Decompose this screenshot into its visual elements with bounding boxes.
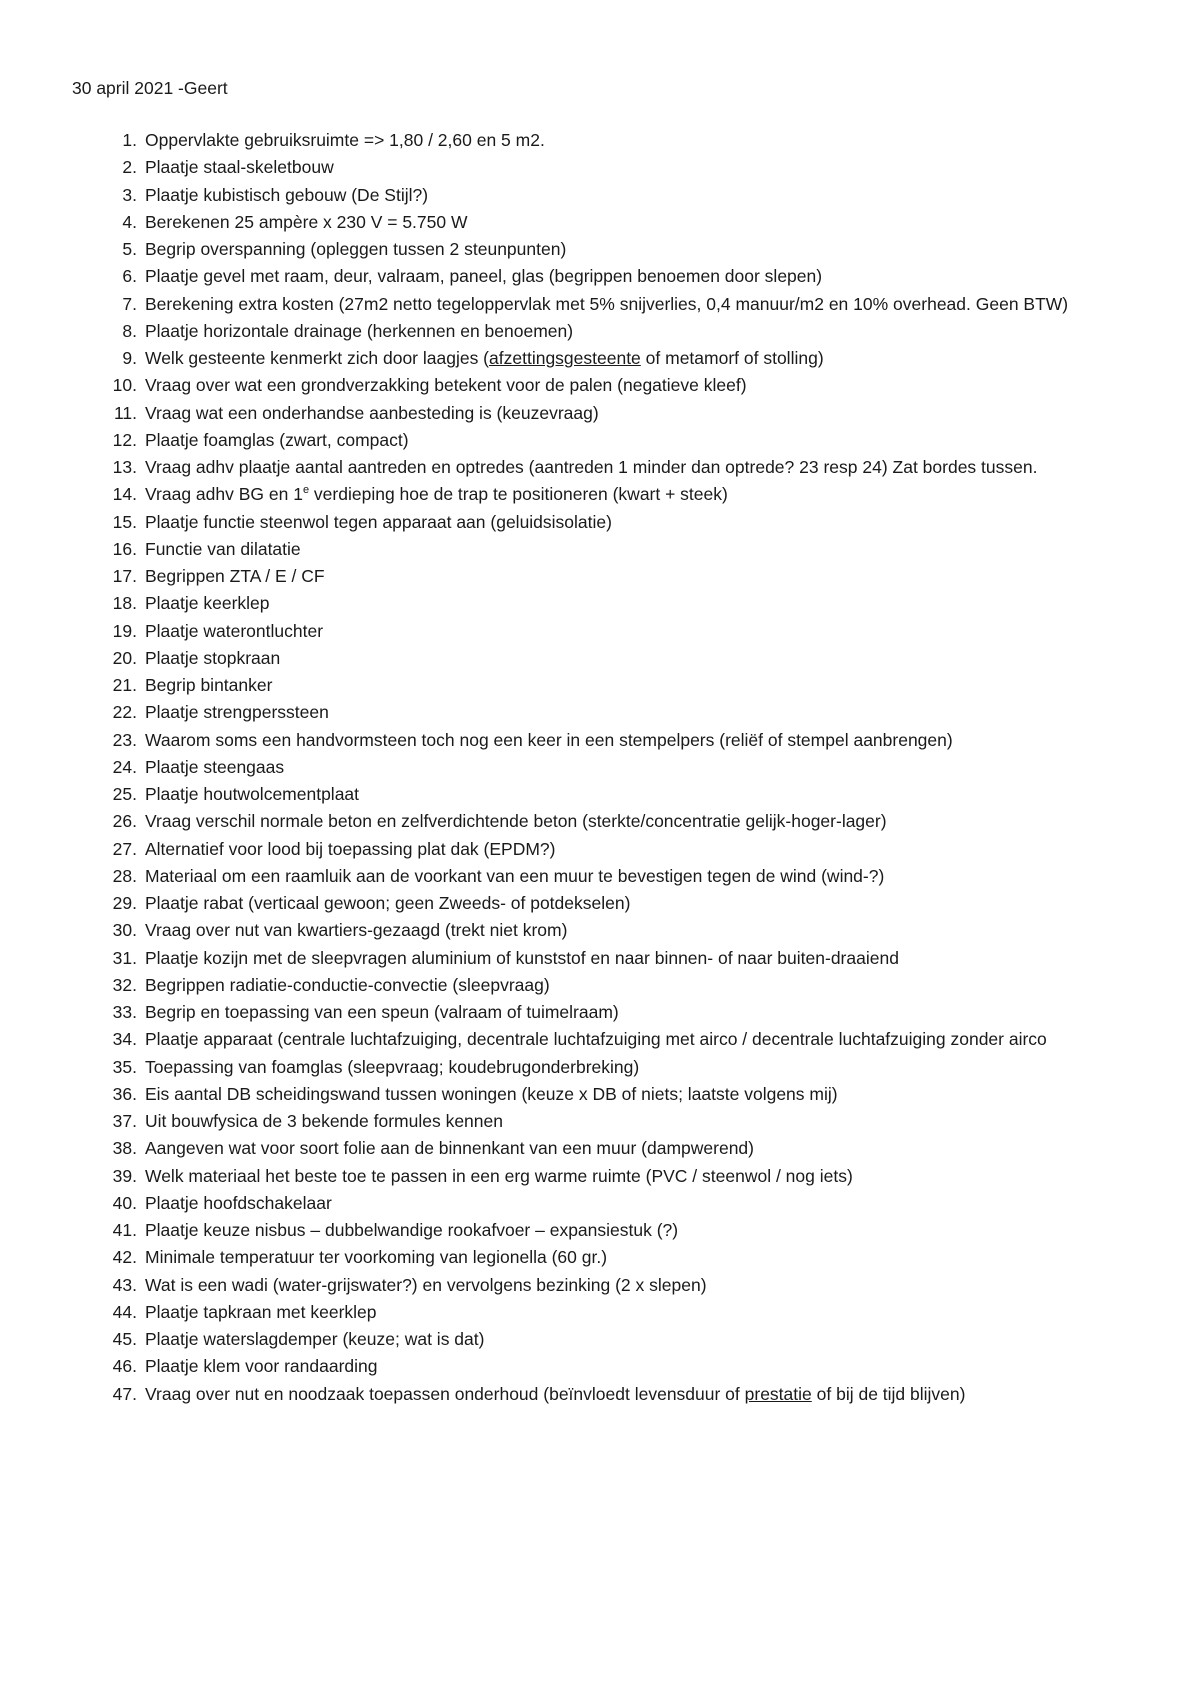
list-item-text: Plaatje functie steenwol tegen apparaat aan (geluidsisolatie) <box>145 511 612 532</box>
list-item-number: 28. <box>112 865 137 886</box>
list-item <box>0 372 1200 399</box>
list-item <box>0 836 1200 863</box>
list-item-text: Minimale temperatuur ter voorkoming van legionella (60 gr.) <box>145 1247 608 1268</box>
list-item-text: Plaatje horizontale drainage (herkennen en benoemen) <box>145 320 574 341</box>
list-item-number: 26. <box>112 811 137 832</box>
list-item-number: 34. <box>112 1029 137 1050</box>
list-item-text: Plaatje strengperssteen <box>145 702 329 723</box>
list-item-text: Plaatje houtwolcementplaat <box>145 784 360 804</box>
list-item-number: 44. <box>112 1301 137 1322</box>
list-item-number: 33. <box>112 1002 137 1022</box>
list-item-number: 9. <box>122 348 137 368</box>
list-item-number: 1. <box>122 130 137 150</box>
list-item <box>0 345 1200 372</box>
list-item-text: Materiaal om een raamluik aan de voorkant van een muur te bevestigen tegen de wind (wind-?) <box>145 865 885 886</box>
list-item <box>0 645 1200 672</box>
list-item-text: Plaatje keerklep <box>145 593 270 614</box>
list-item <box>0 1163 1200 1190</box>
list-item-number: 46. <box>112 1356 137 1377</box>
list-item-text: Oppervlakte gebruiksruimte => 1,80 / 2,60 en 5 m2. <box>145 130 545 150</box>
list-item <box>0 563 1200 590</box>
list-item-number: 13. <box>112 457 137 477</box>
list-item <box>0 182 1200 209</box>
list-item-number: 29. <box>112 893 137 913</box>
list-item-number: 38. <box>112 1138 137 1159</box>
list-item-text-part: Vraag over nut en noodzaak toepassen onderhoud (beïnvloedt levensduur of <box>145 1383 745 1404</box>
list-item-number: 37. <box>112 1111 137 1131</box>
list-item-text: Begrippen ZTA / E / CF <box>145 566 325 586</box>
list-item <box>0 917 1200 944</box>
list-item-number: 31. <box>112 947 137 968</box>
list-item-text: Plaatje kozijn met de sleepvragen aluminium of kunststof en naar binnen- of naar buiten-draaiend <box>145 947 899 968</box>
list-item <box>0 1190 1200 1217</box>
numbered-list <box>0 127 1200 1408</box>
list-item-number: 32. <box>112 974 137 995</box>
list-item <box>0 590 1200 617</box>
list-item-text: Plaatje hoofdschakelaar <box>145 1192 332 1213</box>
list-item <box>0 808 1200 835</box>
list-item <box>0 618 1200 645</box>
list-item-number: 10. <box>112 375 137 396</box>
list-item <box>0 672 1200 699</box>
list-item-number: 47. <box>112 1383 137 1404</box>
list-item-text: Vraag over wat een grondverzakking betekent voor de palen (negatieve kleef) <box>145 375 747 396</box>
list-item-text: Plaatje stopkraan <box>145 647 281 668</box>
list-item-number: 11. <box>113 402 137 423</box>
list-item-number: 14. <box>112 484 137 505</box>
superscript: e <box>302 484 310 497</box>
list-item-number: 12. <box>112 429 137 450</box>
list-item <box>0 1054 1200 1081</box>
list-item <box>0 1244 1200 1271</box>
list-item-text: Waarom soms een handvormsteen toch nog een keer in een stempelpers (reliëf of stempel aanbrengen) <box>145 729 953 750</box>
list-item-number: 17. <box>112 566 137 586</box>
list-item-text: Vraag over nut van kwartiers-gezaagd (trekt niet krom) <box>145 920 568 941</box>
list-item <box>0 291 1200 318</box>
list-item <box>0 972 1200 999</box>
list-item <box>0 754 1200 781</box>
list-item-text: Plaatje tapkraan met keerklep <box>145 1301 377 1322</box>
list-item-text: Plaatje staal-skeletbouw <box>145 157 334 178</box>
list-item <box>0 781 1200 808</box>
list-item-text-part: of bij de tijd blijven) <box>811 1383 966 1404</box>
list-item <box>0 1081 1200 1108</box>
underlined-term: prestatie <box>744 1383 812 1404</box>
list-item-number: 2. <box>122 157 137 178</box>
list-item <box>0 427 1200 454</box>
list-item <box>0 400 1200 427</box>
list-item-number: 20. <box>112 647 137 668</box>
list-item-number: 45. <box>112 1329 137 1349</box>
list-item-number: 4. <box>122 211 137 232</box>
list-item <box>0 318 1200 345</box>
list-item-text <box>145 345 1120 372</box>
list-item-number: 41. <box>112 1220 137 1240</box>
list-item-text: Begrip bintanker <box>145 675 273 695</box>
list-item-text: Alternatief voor lood bij toepassing plat dak (EPDM?) <box>145 838 556 859</box>
list-item <box>0 236 1200 263</box>
list-item-number: 3. <box>122 184 137 205</box>
list-item <box>0 1326 1200 1353</box>
list-item-text: Vraag adhv plaatje aantal aantreden en optredes (aantreden 1 minder dan optrede? 23 resp 24) Zat bordes tussen. <box>145 457 1038 477</box>
list-item <box>0 509 1200 536</box>
list-item-number: 36. <box>112 1083 137 1104</box>
list-item-text: Functie van dilatatie <box>145 538 301 559</box>
list-item <box>0 536 1200 563</box>
list-item-number: 5. <box>122 239 137 259</box>
list-item <box>0 1299 1200 1326</box>
list-item-text: Begrip en toepassing van een speun (valraam of tuimelraam) <box>145 1002 619 1022</box>
list-item <box>0 1108 1200 1135</box>
list-item <box>0 1026 1200 1053</box>
list-item-text: Berekening extra kosten (27m2 netto tegeloppervlak met 5% snijverlies, 0,4 manuur/m2 en 10% overhead. Geen BTW) <box>145 293 1069 314</box>
list-item-number: 25. <box>112 784 137 804</box>
list-item-text: Plaatje keuze nisbus – dubbelwandige rookafvoer – expansiestuk (?) <box>145 1220 679 1240</box>
list-item <box>0 1135 1200 1162</box>
list-item-text: Uit bouwfysica de 3 bekende formules kennen <box>145 1111 503 1131</box>
list-item-number: 24. <box>112 756 137 777</box>
list-item-text <box>145 481 1120 508</box>
list-item-text: Begrippen radiatie-conductie-convectie (sleepvraag) <box>145 974 550 995</box>
list-item <box>0 154 1200 181</box>
list-item-text: Begrip overspanning (opleggen tussen 2 steunpunten) <box>145 239 567 259</box>
list-item-text: Plaatje rabat (verticaal gewoon; geen Zweeds- of potdekselen) <box>145 893 631 913</box>
list-item-text: Plaatje kubistisch gebouw (De Stijl?) <box>145 184 429 205</box>
list-item-number: 39. <box>112 1165 137 1186</box>
list-item-number: 18. <box>112 593 137 614</box>
list-item <box>0 263 1200 290</box>
list-item-number: 19. <box>112 620 137 641</box>
list-item-text: Plaatje steengaas <box>145 756 285 777</box>
document-title: 30 april 2021 -Geert <box>72 78 228 98</box>
list-item-number: 35. <box>112 1056 137 1077</box>
list-item <box>0 454 1200 481</box>
list-item-number: 7. <box>122 293 137 314</box>
list-item-text: Plaatje gevel met raam, deur, valraam, paneel, glas (begrippen benoemen door slepen) <box>145 266 823 287</box>
list-item-text: Berekenen 25 ampère x 230 V = 5.750 W <box>145 211 468 232</box>
list-item-number: 27. <box>112 838 137 859</box>
list-item <box>0 890 1200 917</box>
list-item <box>0 699 1200 726</box>
list-item <box>0 863 1200 890</box>
underlined-term: afzettingsgesteente <box>489 348 641 368</box>
list-item-text: Plaatje waterontluchter <box>145 620 324 641</box>
list-item <box>0 481 1200 508</box>
list-item-number: 43. <box>112 1274 137 1295</box>
list-item <box>0 1353 1200 1380</box>
list-item-text: Plaatje klem voor randaarding <box>145 1356 378 1377</box>
list-item-text: Plaatje waterslagdemper (keuze; wat is dat) <box>145 1329 485 1349</box>
list-item <box>0 127 1200 154</box>
list-item-text: Vraag verschil normale beton en zelfverdichtende beton (sterkte/concentratie gelijk-hoger-lager) <box>145 811 887 832</box>
list-item-number: 15. <box>112 511 137 532</box>
list-item-number: 21. <box>112 675 137 695</box>
list-item-text: Wat is een wadi (water-grijswater?) en vervolgens bezinking (2 x slepen) <box>145 1274 707 1295</box>
list-item <box>0 209 1200 236</box>
list-item-text-part: Welk gesteente kenmerkt zich door laagjes ( <box>145 348 490 368</box>
list-item <box>0 999 1200 1026</box>
list-item-number: 40. <box>112 1192 137 1213</box>
list-item <box>0 1381 1200 1408</box>
list-item-text: Eis aantal DB scheidingswand tussen woningen (keuze x DB of niets; laatste volgens mij) <box>145 1083 838 1104</box>
list-item-number: 6. <box>122 266 137 287</box>
list-item-text-part: verdieping hoe de trap te positioneren (kwart + steek) <box>309 484 728 505</box>
list-item <box>0 727 1200 754</box>
list-item-text: Aangeven wat voor soort folie aan de binnenkant van een muur (dampwerend) <box>145 1138 754 1159</box>
list-item <box>0 945 1200 972</box>
list-item-text <box>145 1381 1120 1408</box>
list-item-text-part: of metamorf of stolling) <box>640 348 824 368</box>
list-item-text: Plaatje foamglas (zwart, compact) <box>145 429 409 450</box>
list-item <box>0 1272 1200 1299</box>
list-item-number: 8. <box>122 320 137 341</box>
list-item-number: 16. <box>112 538 137 559</box>
list-item-text: Vraag wat een onderhandse aanbesteding is (keuzevraag) <box>145 402 599 423</box>
list-item-number: 42. <box>112 1247 137 1268</box>
list-item-text: Toepassing van foamglas (sleepvraag; koudebrugonderbreking) <box>145 1056 640 1077</box>
list-item <box>0 1217 1200 1244</box>
list-item-number: 22. <box>112 702 137 723</box>
list-item-text: Welk materiaal het beste toe te passen in een erg warme ruimte (PVC / steenwol / nog iets) <box>145 1165 853 1186</box>
list-item-text-part: Vraag adhv BG en 1 <box>145 484 303 505</box>
list-item-number: 30. <box>112 920 137 941</box>
list-item-text: Plaatje apparaat (centrale luchtafzuiging, decentrale luchtafzuiging met airco / decentrale luchtafzuiging zonder airco <box>145 1029 1047 1050</box>
list-item-number: 23. <box>112 729 137 750</box>
